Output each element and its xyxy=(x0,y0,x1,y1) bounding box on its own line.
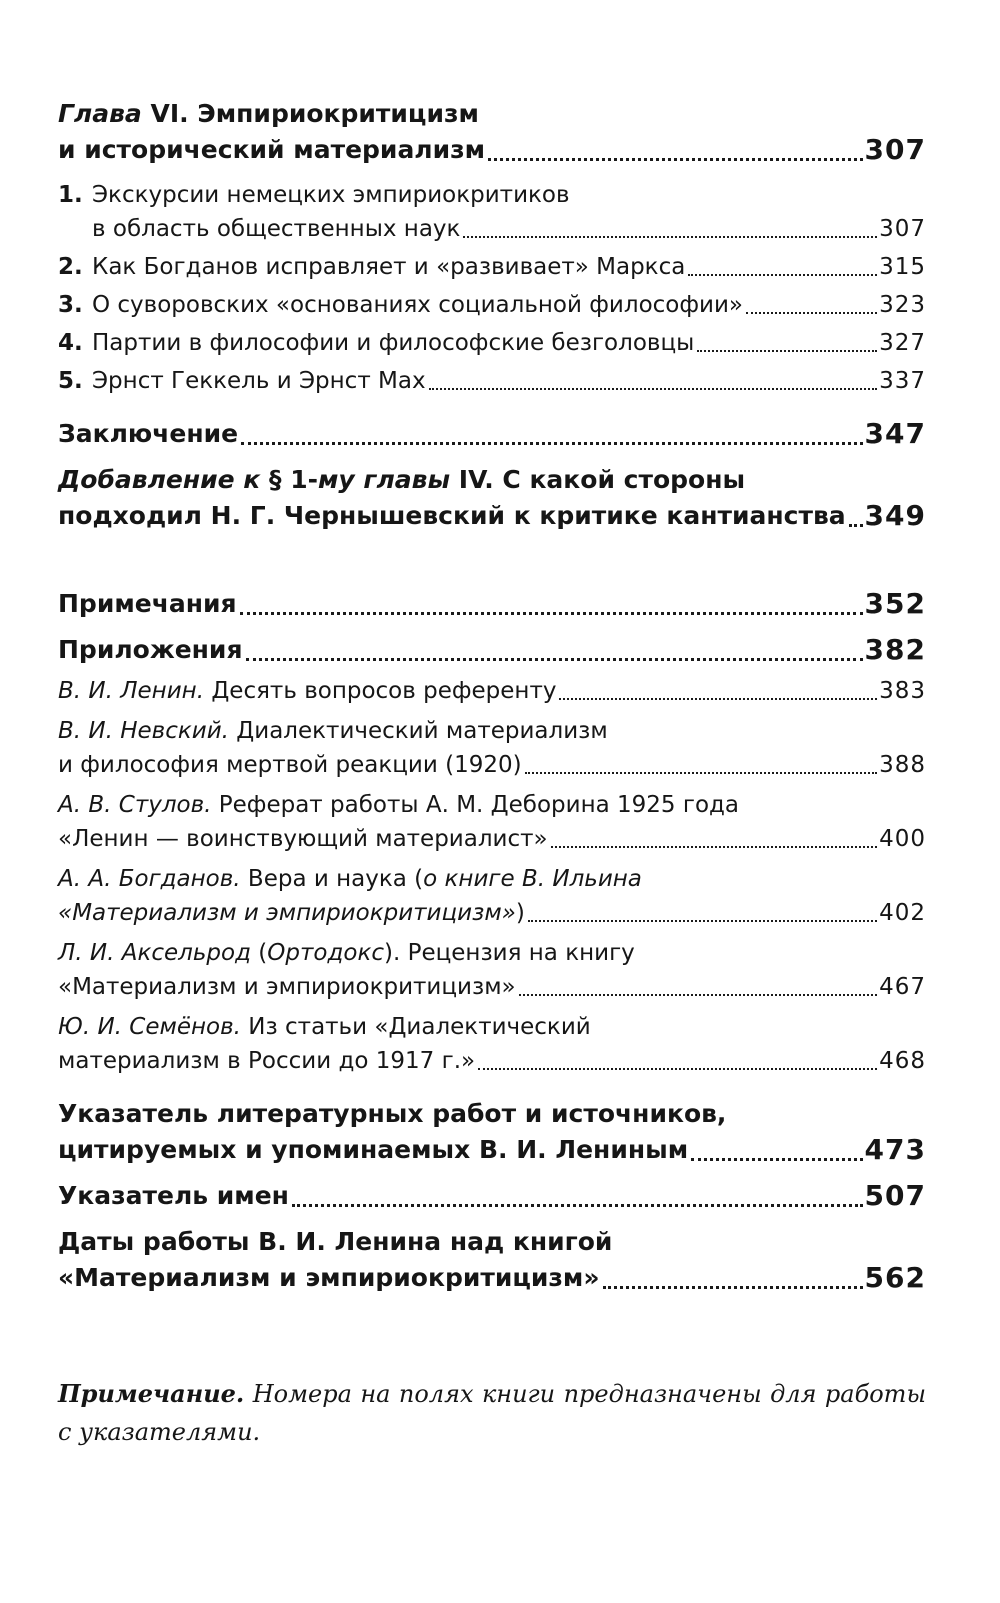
appendix-title: Десять вопросов референту xyxy=(204,678,557,704)
addendum-title-line2: подходил Н. Г. Чернышевский к критике кантианства xyxy=(58,501,846,530)
section-title-line1: Экскурсии немецких эмпириокритиков xyxy=(92,182,570,208)
chapter-title-line1: VI. Эмпириокритицизм xyxy=(141,99,479,128)
appendix-title-line2-italic: «Материализм и эмпириокритицизм» xyxy=(58,900,516,926)
dot-leader xyxy=(519,994,877,996)
appendix-title-line1: ). Рецензия на книгу xyxy=(383,940,635,966)
addendum-title-line1: IV. С какой стороны xyxy=(450,465,746,494)
dot-leader xyxy=(488,158,862,161)
toc-dates[interactable] xyxy=(58,1224,926,1296)
section-title: Эрнст Геккель и Эрнст Мах xyxy=(92,368,426,394)
dot-leader xyxy=(241,442,862,445)
section-title: Как Богданов исправляет и «развивает» Маркса xyxy=(92,254,686,280)
index-works-line1: Указатель литературных работ и источников, xyxy=(58,1099,727,1128)
page-number: 467 xyxy=(879,974,926,1000)
appendix-title-line2: ) xyxy=(515,900,525,926)
dot-leader xyxy=(691,1158,862,1161)
toc-chapter-6[interactable] xyxy=(58,96,926,168)
dot-leader xyxy=(746,312,877,314)
index-names-title: Указатель имен xyxy=(58,1181,289,1210)
dot-leader xyxy=(246,658,863,661)
appendix-author: В. И. Невский. xyxy=(58,718,229,744)
appendix-title-line2: «Материализм и эмпириокритицизм» xyxy=(58,974,516,1000)
page-number: 347 xyxy=(864,417,926,450)
dot-leader xyxy=(429,388,878,390)
toc-addendum[interactable] xyxy=(58,462,926,534)
dot-leader xyxy=(849,524,863,527)
page-number: 388 xyxy=(879,752,926,778)
appendix-item-stulov[interactable] xyxy=(58,788,926,856)
appendix-item-lenin[interactable] xyxy=(58,674,926,708)
appendix-title-line1: Вера и наука ( xyxy=(240,866,424,892)
toc-conclusion[interactable] xyxy=(58,416,926,452)
page-number: 473 xyxy=(864,1133,926,1166)
dot-leader xyxy=(528,920,877,922)
appendix-item-semenov[interactable] xyxy=(58,1010,926,1078)
section-number: 5. xyxy=(58,368,83,394)
dates-line2: «Материализм и эмпириокритицизм» xyxy=(58,1263,600,1292)
dot-leader xyxy=(463,236,877,238)
appendix-title-line2: материализм в России до 1917 г.» xyxy=(58,1048,476,1074)
appendix-pseudonym: Ортодокс xyxy=(267,940,384,966)
appendix-author: А. В. Стулов. xyxy=(58,792,212,818)
dot-leader xyxy=(559,698,877,700)
toc-section-5[interactable] xyxy=(58,364,926,398)
dot-leader xyxy=(292,1204,863,1207)
toc-index-works[interactable] xyxy=(58,1096,926,1168)
section-number: 2. xyxy=(58,254,83,280)
toc-section-3[interactable] xyxy=(58,288,926,322)
footnote xyxy=(58,1375,926,1451)
section-number: 4. xyxy=(58,330,83,356)
page-number: 307 xyxy=(879,216,926,242)
footnote-label: Примечание. xyxy=(58,1379,245,1408)
page-number: 468 xyxy=(879,1048,926,1074)
appendix-author: Ю. И. Семёнов. xyxy=(58,1014,241,1040)
appendix-title-line1-italic: о книге В. Ильина xyxy=(423,866,642,892)
conclusion-title: Заключение xyxy=(58,419,239,448)
dot-leader xyxy=(240,612,863,615)
appendix-title-line1: Из статьи «Диалектический xyxy=(240,1014,591,1040)
toc-notes[interactable] xyxy=(58,586,926,622)
appendix-title-line2: «Ленин — воинствующий материалист» xyxy=(58,826,548,852)
notes-title: Примечания xyxy=(58,589,237,618)
appendix-item-nevsky[interactable] xyxy=(58,714,926,782)
page-number: 352 xyxy=(864,587,926,620)
appendix-item-bogdanov[interactable] xyxy=(58,862,926,930)
page-number: 327 xyxy=(879,330,926,356)
page-number: 400 xyxy=(879,826,926,852)
table-of-contents xyxy=(58,96,926,1296)
dot-leader xyxy=(478,1068,877,1070)
section-title: О суворовских «основаниях социальной философии» xyxy=(92,292,743,318)
page-number: 349 xyxy=(864,499,926,532)
appendix-title-line1: Реферат работы А. М. Деборина 1925 года xyxy=(211,792,740,818)
dot-leader xyxy=(525,772,878,774)
appendix-author: Л. И. Аксельрод xyxy=(58,940,251,966)
appendix-author: А. А. Богданов. xyxy=(58,866,241,892)
chapter-title-line2: и исторический материализм xyxy=(58,135,486,164)
section-title-line2: в область общественных наук xyxy=(92,216,461,242)
page-number: 507 xyxy=(864,1179,926,1212)
section-title: Партии в философии и философские безголовцы xyxy=(92,330,695,356)
page-number: 307 xyxy=(864,133,926,166)
dates-line1: Даты работы В. И. Ленина над книгой xyxy=(58,1227,613,1256)
page-number: 562 xyxy=(864,1261,926,1294)
index-works-line2: цитируемых и упоминаемых В. И. Лениным xyxy=(58,1135,689,1164)
appendix-author: В. И. Ленин. xyxy=(58,678,205,704)
addendum-prefix: Добавление к xyxy=(58,465,261,494)
addendum-section: § 1- xyxy=(260,465,318,494)
toc-appendices[interactable] xyxy=(58,632,926,668)
toc-section-2[interactable] xyxy=(58,250,926,284)
page-number: 402 xyxy=(879,900,926,926)
page-number: 383 xyxy=(879,678,926,704)
dot-leader xyxy=(551,846,877,848)
appendices-title: Приложения xyxy=(58,635,243,664)
appendix-paren-open: ( xyxy=(251,940,268,966)
appendix-title-line2: и философия мертвой реакции (1920) xyxy=(58,752,522,778)
page-number: 382 xyxy=(864,633,926,666)
appendix-title-line1: Диалектический материализм xyxy=(228,718,608,744)
section-number: 1. xyxy=(58,182,83,208)
page-number: 323 xyxy=(879,292,926,318)
footnote-text: Номера на полях книги предназначены для работы с указателями. xyxy=(58,1380,926,1446)
page-number: 315 xyxy=(879,254,926,280)
toc-section-4[interactable] xyxy=(58,326,926,360)
section-number: 3. xyxy=(58,292,83,318)
dot-leader xyxy=(697,350,877,352)
chapter-prefix: Глава xyxy=(58,99,142,128)
page-number: 337 xyxy=(879,368,926,394)
addendum-chapter-word: му главы xyxy=(317,465,451,494)
dot-leader xyxy=(688,274,877,276)
toc-section-1[interactable] xyxy=(58,178,926,246)
dot-leader xyxy=(603,1286,863,1289)
appendix-item-axelrod[interactable] xyxy=(58,936,926,1004)
toc-index-names[interactable] xyxy=(58,1178,926,1214)
